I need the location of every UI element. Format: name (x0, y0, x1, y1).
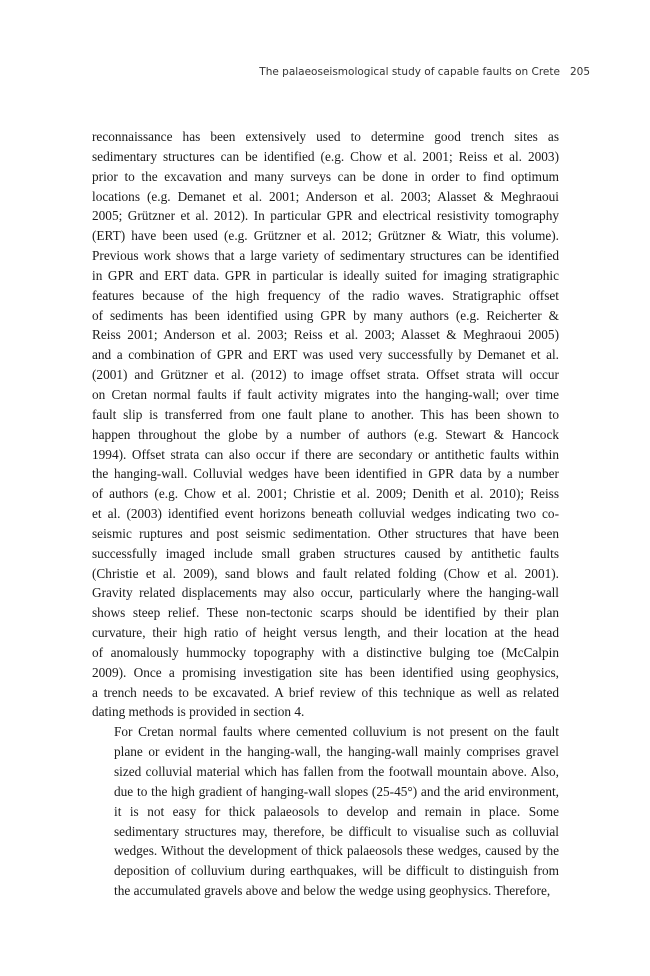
text-line: of authors (e.g. Chow et al. 2001; Christie et al. 2009; Denith et al. 2010); Reiss (92, 486, 559, 502)
paragraph-2 (92, 722, 559, 901)
text-line: in GPR and ERT data. GPR in particular is ideally suited for imaging stratigraphic (92, 267, 559, 283)
text-line: shows steep relief. These non-tectonic scarps should be identified by their plan (92, 605, 559, 621)
text-line: seismic ruptures and post seismic sedimentation. Other structures that have been (92, 525, 559, 541)
body-text (92, 127, 559, 901)
text-line: 2009). Once a promising investigation site has been identified using geophysics, (92, 664, 559, 680)
text-line: of anomalously hummocky topography with a distinctive bulging toe (McCalpin (92, 644, 559, 660)
page-number: 205 (569, 66, 590, 78)
text-line: locations (e.g. Demanet et al. 2001; Anderson et al. 2003; Alasset & Meghraoui (92, 188, 559, 204)
text-line: sedimentary structures may, therefore, be difficult to visualise such as colluvial (114, 823, 559, 839)
text-line: 1994). Offset strata can also occur if there are secondary or antithetic faults within (92, 446, 559, 462)
text-line: it is not easy for thick palaeosols to develop and remain in place. Some (114, 803, 559, 819)
text-line: and a combination of GPR and ERT was used very successfully by Demanet et al. (92, 347, 559, 363)
running-head (259, 66, 590, 78)
text-line: wedges. Without the development of thick palaeosols these wedges, caused by the (114, 843, 559, 859)
text-line: features because of the high frequency of the radio waves. Stratigraphic offset (92, 287, 559, 303)
text-line: due to the high gradient of hanging-wall slopes (25-45°) and the arid environment, (114, 783, 559, 799)
text-line: Gravity related displacements may also occur, particularly where the hanging-wall (92, 585, 559, 601)
text-line: Previous work shows that a large variety of sedimentary structures can be identified (92, 248, 559, 264)
text-line: fault slip is transferred from one fault plane to another. This has been shown to (92, 406, 559, 422)
text-line: sedimentary structures can be identified (e.g. Chow et al. 2001; Reiss et al. 2003) (92, 148, 559, 164)
paragraph-1 (92, 127, 559, 722)
text-line: sized colluvial material which has fallen from the footwall mountain above. Also, (114, 764, 559, 779)
running-title: The palaeoseismological study of capable faults on Crete (259, 66, 560, 78)
text-line: (ERT) have been used (e.g. Grützner et al. 2012; Grützner & Wiatr, this volume). (92, 228, 559, 244)
text-line: the accumulated gravels above and below the wedge using geophysics. Therefore, (114, 883, 551, 899)
text-line: happen throughout the globe by a number of authors (e.g. Stewart & Hancock (92, 426, 559, 442)
text-line: dating methods is provided in section 4. (92, 704, 305, 720)
text-line: For Cretan normal faults where cemented colluvium is not present on the fault (114, 724, 559, 740)
text-line: et al. (2003) identified event horizons beneath colluvial wedges indicating two co- (92, 506, 559, 522)
text-line: plane or evident in the hanging-wall, the hanging-wall mainly comprises gravel (114, 744, 559, 760)
text-line: on Cretan normal faults if fault activity migrates into the hanging-wall; over time (92, 386, 559, 402)
text-line: Reiss 2001; Anderson et al. 2003; Reiss et al. 2003; Alasset & Meghraoui 2005) (92, 327, 559, 343)
text-line: the hanging-wall. Colluvial wedges have been identified in GPR data by a number (92, 466, 559, 482)
text-line: of sediments has been identified using GPR by many authors (e.g. Reicherter & (92, 307, 559, 323)
text-line: prior to the excavation and many surveys can be done in order to find optimum (92, 168, 559, 184)
text-line: reconnaissance has been extensively used to determine good trench sites as (92, 129, 559, 144)
text-line: (Christie et al. 2009), sand blows and fault related folding (Chow et al. 2001). (92, 565, 559, 581)
text-line: 2005; Grützner et al. 2012). In particular GPR and electrical resistivity tomography (92, 208, 559, 224)
text-line: successfully imaged include small graben structures caused by antithetic faults (92, 545, 559, 561)
text-line: a trench needs to be excavated. A brief review of this technique as well as related (92, 684, 559, 700)
text-line: (2001) and Grützner et al. (2012) to image offset strata. Offset strata will occur (92, 367, 559, 383)
text-line: deposition of colluvium during earthquakes, will be difficult to distinguish from (114, 863, 559, 879)
text-line: curvature, their high ratio of height versus length, and their location at the head (92, 625, 559, 641)
